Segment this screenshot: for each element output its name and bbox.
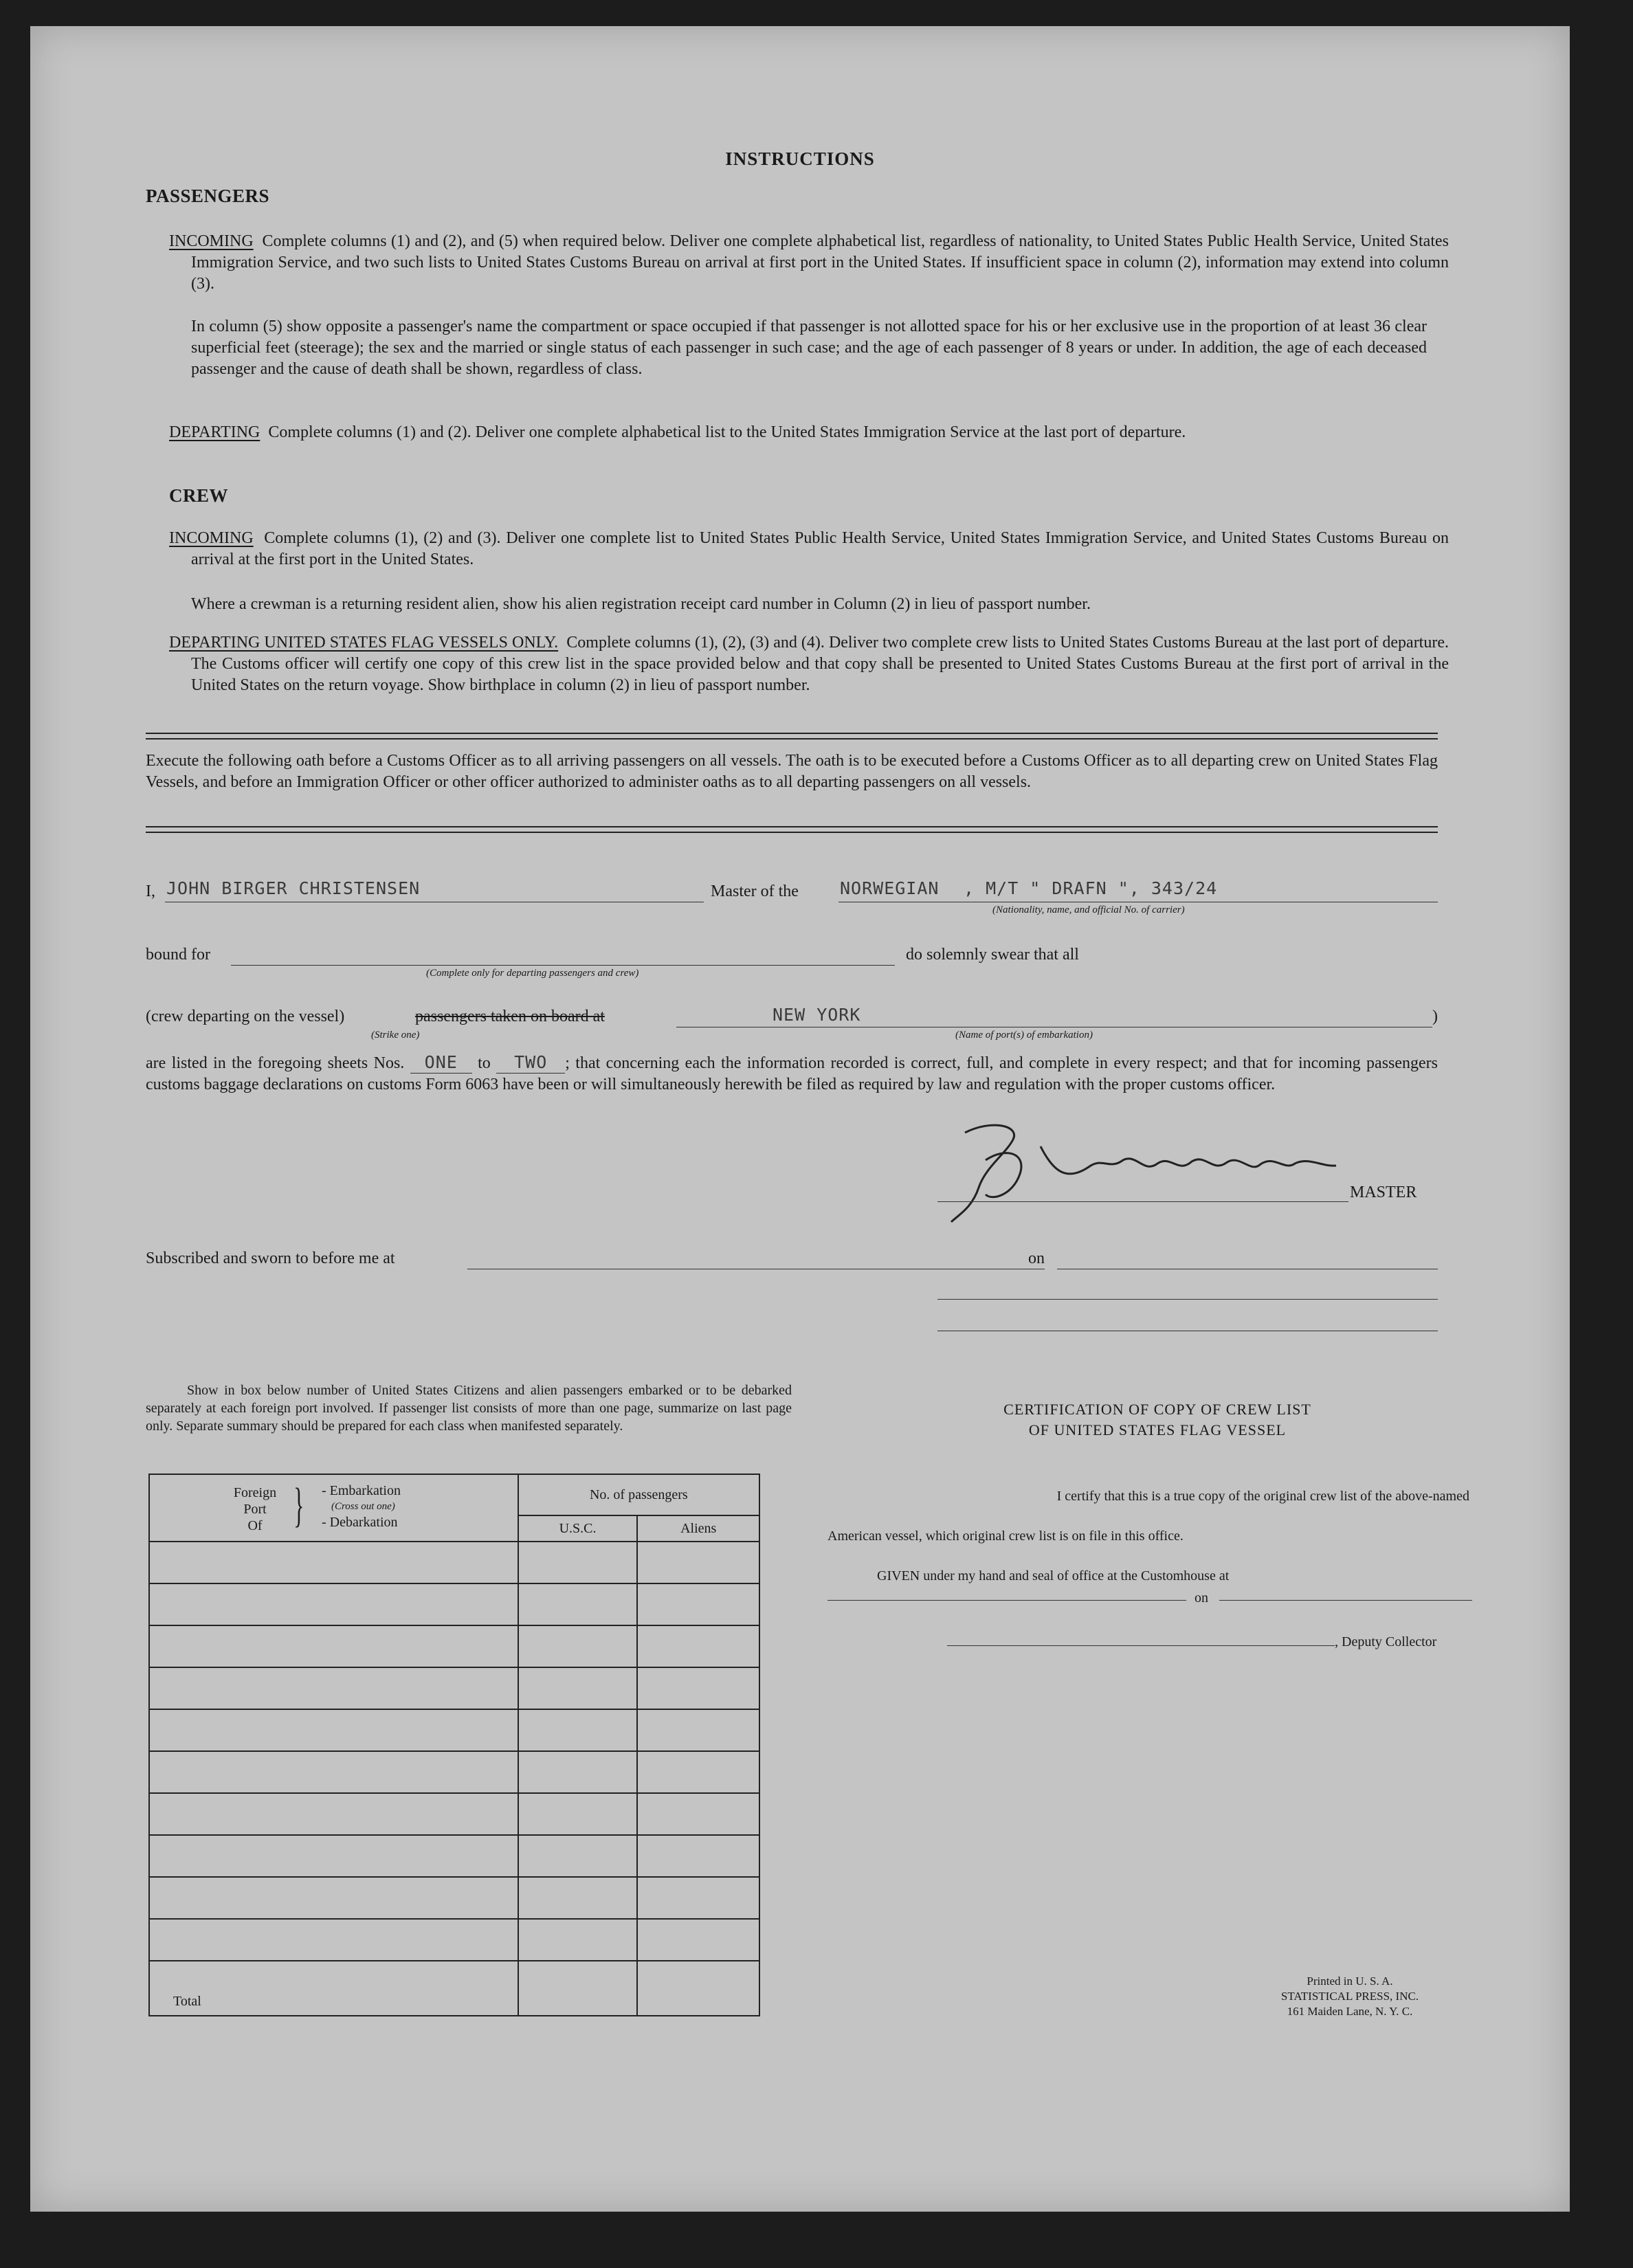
sheets-label: are listed in the foregoing sheets Nos. [146, 1054, 405, 1072]
crew-departing-lead: DEPARTING UNITED STATES FLAG VESSELS ONLY. [169, 634, 559, 652]
passengers-incoming-paragraph [169, 231, 1449, 295]
to-label: to [478, 1054, 491, 1072]
port-cell[interactable] [149, 1542, 518, 1583]
port-cell[interactable] [149, 1583, 518, 1625]
embark-debark-labels [322, 1483, 401, 1531]
certification-title-line2: OF UNITED STATES FLAG VESSEL [1028, 1421, 1287, 1438]
vessel-name-field[interactable]: , M/T " DRAFN ", 343/24 [964, 878, 1218, 898]
passengers-departing-paragraph [169, 422, 1449, 443]
port-cell[interactable] [149, 1751, 518, 1793]
aliens-cell[interactable] [637, 1793, 759, 1835]
passengers-heading: PASSENGERS [146, 186, 270, 206]
usc-cell[interactable] [518, 1667, 638, 1709]
deputy-collector-signature[interactable] [947, 1645, 1335, 1646]
summary-table [148, 1474, 760, 2016]
brace-icon: } [293, 1479, 304, 1532]
port-cell[interactable] [149, 1625, 518, 1667]
aliens-cell[interactable] [637, 1709, 759, 1751]
aliens-total-cell[interactable] [637, 1961, 759, 2016]
aliens-cell[interactable] [637, 1542, 759, 1583]
usc-cell[interactable] [518, 1877, 638, 1919]
officer-signature-line[interactable] [937, 1299, 1438, 1300]
bound-for-caption: (Complete only for departing passengers and crew) [426, 968, 639, 979]
port-cell[interactable] [149, 1919, 518, 1961]
passengers-incoming-text: Complete columns (1) and (2), and (5) when required below. Deliver one complete alphabetical list, regardless of nationality, to United States Public Health Service, United States Immigration Service, and two such lists to United States Customs Bureau on arrival at first port in the United States. If insufficient space in column (2), information may extend into column (3). [191, 232, 1449, 293]
usc-total-cell[interactable] [518, 1961, 638, 2016]
printer-line1: Printed in U. S. A. [1307, 1975, 1393, 1988]
port-caption: (Name of port(s) of embarkation) [955, 1030, 1093, 1041]
sheet-from-field[interactable]: ONE [410, 1052, 472, 1074]
sworn-on-label: on [1028, 1249, 1045, 1267]
statement-text: ; that concerning each the information recorded is correct, full, and complete in every respect; and that for incoming passengers customs baggage declarations on customs Form 6063 have been or will simultaneously herewith be filed as required by law and regulation with the proper customs officer. [146, 1054, 1438, 1093]
aliens-cell[interactable] [637, 1625, 759, 1667]
usc-cell[interactable] [518, 1709, 638, 1751]
usc-cell[interactable] [518, 1625, 638, 1667]
embarkation-option[interactable]: - Embarkation [322, 1483, 401, 1498]
sheets-statement [146, 1052, 1438, 1096]
port-cell[interactable] [149, 1793, 518, 1835]
given-text: GIVEN under my hand and seal of office at the Customhouse at [877, 1568, 1230, 1583]
passengers-departing-text: Complete columns (1) and (2). Deliver one complete alphabetical list to the United States Immigration Service at the last port of departure. [268, 423, 1186, 441]
page-title: INSTRUCTIONS [725, 148, 875, 169]
strike-caption: (Strike one) [371, 1030, 420, 1041]
close-paren: ) [1432, 1008, 1438, 1025]
debarkation-option[interactable]: - Debarkation [322, 1515, 398, 1530]
usc-cell[interactable] [518, 1835, 638, 1877]
signature-line [937, 1201, 1348, 1202]
vessel-nationality-field[interactable]: NORWEGIAN [840, 878, 940, 898]
printer-line2: STATISTICAL PRESS, INC. [1280, 1990, 1419, 2003]
usc-header: U.S.C. [518, 1515, 638, 1542]
vessel-caption: (Nationality, name, and official No. of carrier) [992, 904, 1185, 915]
usc-cell[interactable] [518, 1583, 638, 1625]
aliens-cell[interactable] [637, 1919, 759, 1961]
foreign-port-header [149, 1474, 518, 1542]
sworn-label: Subscribed and sworn to before me at [146, 1249, 395, 1267]
summary-instruction: Show in box below number of United States Citizens and alien passengers embarked or to be debarked separately at each foreign port involved. If passenger list consists of more than one page, summarize on last page only. Separate summary should be prepared for each class when manifested separately. [146, 1383, 792, 1434]
total-label: Total [149, 1961, 518, 2016]
usc-cell[interactable] [518, 1793, 638, 1835]
certification-vessel-text: American vessel, which original crew list is on file in this office. [827, 1528, 1184, 1544]
usc-cell[interactable] [518, 1542, 638, 1583]
sheet-to-field[interactable]: TWO [496, 1052, 565, 1074]
aliens-cell[interactable] [637, 1835, 759, 1877]
customhouse-field[interactable] [827, 1600, 1186, 1601]
crew-resident-paragraph: Where a crewman is a returning resident alien, show his alien registration receipt card number in Column (2) in lieu of passport number. [191, 595, 1091, 613]
divider [146, 733, 1438, 734]
passengers-column5-paragraph: In column (5) show opposite a passenger's name the compartment or space occupied if that passenger is not allotted space for his or her exclusive use in the proportion of at least 36 clear superficial feet (steerage); the sex and the married or single status of each passenger in such case; and the age of each passenger of 8 years or under. In addition, the age of each deceased passenger and the cause of death shall be shown, regardless of class. [191, 318, 1427, 378]
aliens-header: Aliens [637, 1515, 759, 1542]
certification-date-field[interactable] [1219, 1600, 1472, 1601]
swear-label: do solemnly swear that all [906, 946, 1079, 964]
certification-title [855, 1399, 1460, 1441]
aliens-cell[interactable] [637, 1583, 759, 1625]
crew-departing-text: Complete columns (1), (2), (3) and (4). Deliver two complete crew lists to United States Customs Bureau at the last port of departure. The Customs officer will certify one copy of this crew list in the space provided below and that copy shall be presented to United States Customs Bureau at the first port of arrival in the United States on the return voyage. Show birthplace in column (2) in lieu of passport number. [191, 634, 1449, 694]
oath-i-label: I, [146, 882, 155, 900]
passengers-departing-lead: DEPARTING [169, 423, 260, 441]
num-passengers-header: No. of passengers [518, 1474, 759, 1515]
crew-incoming-text: Complete columns (1), (2) and (3). Deliver one complete list to United States Public Health Service, United States Immigration Service, and United States Customs Bureau on arrival at the first port in the United States. [191, 529, 1449, 568]
crew-list-form-page [30, 26, 1570, 2212]
deputy-collector-label: , Deputy Collector [1335, 1634, 1437, 1649]
certification-title-line1: CERTIFICATION OF COPY OF CREW LIST [1003, 1401, 1311, 1418]
certification-on-label: on [1195, 1590, 1208, 1605]
printer-imprint [1212, 1974, 1487, 2019]
crew-incoming-lead: INCOMING [169, 529, 254, 547]
master-label: MASTER [1350, 1183, 1417, 1201]
port-cell[interactable] [149, 1667, 518, 1709]
certify-text: I certify that this is a true copy of the original crew list of the above-named [1056, 1489, 1469, 1504]
aliens-cell[interactable] [637, 1751, 759, 1793]
aliens-cell[interactable] [637, 1877, 759, 1919]
port-cell[interactable] [149, 1877, 518, 1919]
passengers-incoming-lead: INCOMING [169, 232, 254, 250]
printer-line3: 161 Maiden Lane, N. Y. C. [1287, 2005, 1413, 2018]
port-cell[interactable] [149, 1835, 518, 1877]
passengers-struck-label: passengers taken on board at [415, 1008, 605, 1025]
crew-heading: CREW [169, 485, 229, 506]
master-name-field[interactable]: JOHN BIRGER CHRISTENSEN [166, 878, 421, 898]
crew-incoming-paragraph [169, 528, 1449, 570]
bound-for-label: bound for [146, 946, 210, 964]
oath-instruction: Execute the following oath before a Customs Officer as to all arriving passengers on all vessels. The oath is to be executed before a Customs Officer as to all departing crew on United States Flag Vessels, and before an Immigration Officer or other officer authorized to administer oaths as to all departing passengers on all vessels. [146, 752, 1438, 791]
crew-departing-label: (crew departing on the vessel) [146, 1008, 345, 1025]
signature-mark [937, 1105, 1364, 1229]
aliens-cell[interactable] [637, 1667, 759, 1709]
cross-out-caption: (Cross out one) [331, 1501, 395, 1512]
divider [146, 832, 1438, 833]
divider [146, 826, 1438, 827]
bound-for-field[interactable] [231, 965, 895, 966]
usc-cell[interactable] [518, 1919, 638, 1961]
port-cell[interactable] [149, 1709, 518, 1751]
crew-departing-paragraph [169, 632, 1449, 696]
master-of-label: Master of the [711, 882, 799, 900]
foreign-port-label: Foreign Port Of [233, 1485, 277, 1533]
usc-cell[interactable] [518, 1751, 638, 1793]
divider [146, 738, 1438, 740]
port-field[interactable]: NEW YORK [773, 1005, 861, 1025]
